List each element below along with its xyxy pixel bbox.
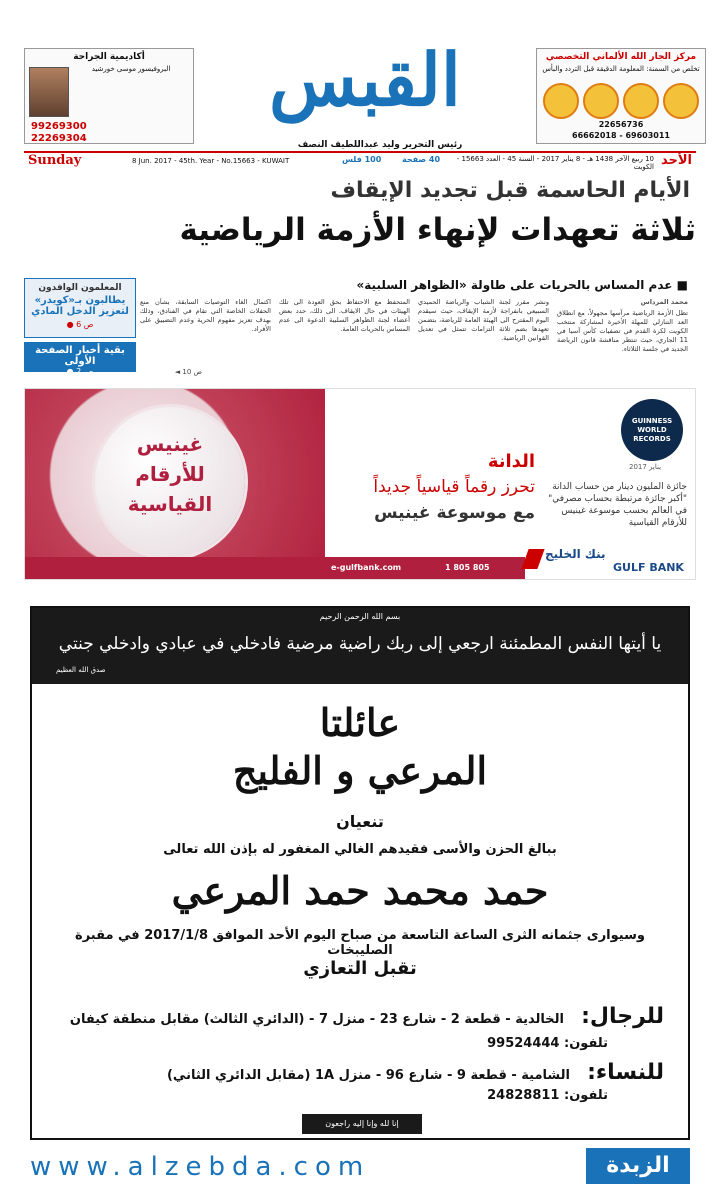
deceased-name: حمد محمد حمد المرعي	[171, 868, 549, 913]
obituary-mourn: تنعيان	[336, 812, 384, 831]
article-column	[557, 298, 688, 382]
gulf-bank-ad[interactable]	[24, 388, 696, 580]
ad-left-phone-1: 99269300	[31, 121, 87, 132]
sadaqa-line: صدق الله العظيم	[56, 666, 106, 674]
logo-text: القبس	[269, 37, 461, 122]
newspaper-logo	[215, 30, 515, 130]
treatment-icon	[543, 83, 579, 119]
more-news-title: بقية أخبار الصفحة الأولى	[35, 345, 125, 367]
ad-left-title: أكاديمية الجراحة	[73, 52, 145, 62]
more-news-box[interactable]	[24, 342, 136, 376]
dateline-bar	[24, 151, 696, 171]
teachers-box-body: يطالبون بـ«كويدر» لتعزيز الدخل المادي	[31, 295, 129, 317]
women-address: الشامية - قطعة 9 - شارع 96 - منزل 1A (مقابل الدائري الثاني)	[166, 1068, 570, 1083]
men-label: للرجال:	[581, 1004, 664, 1029]
day-english: Sunday	[28, 153, 82, 168]
masthead	[0, 0, 720, 170]
ad-right-title: مركز الجار الله الألماني التخصصي	[545, 52, 697, 62]
article-subhead: ■ عدم المساس بالحريات على طاولة «الظواهر السلبية»	[356, 278, 688, 292]
obituary-notice[interactable]	[30, 606, 690, 1140]
treatment-icon	[663, 83, 699, 119]
obituary-header	[32, 608, 688, 684]
women-label: للنساء:	[587, 1060, 664, 1085]
ad-right-phone-1: 22656736	[598, 120, 644, 129]
men-address: الخالدية - قطعة 2 - شارع 23 - منزل 7 - (الدائري الثالث) مقابل منطقة كيفان	[69, 1012, 564, 1027]
teachers-news-box[interactable]	[24, 278, 136, 338]
teachers-box-title: المعلمون الوافدون	[38, 283, 122, 293]
pearls-background	[25, 389, 325, 580]
obituary-family-names: المرعي و الفليج	[232, 748, 488, 793]
continued-page-ref[interactable]: ص 10 ◄	[174, 368, 202, 376]
condolences-heading: تقبل التعازي	[303, 958, 417, 979]
zebda-logo[interactable]: الزبدة	[586, 1148, 690, 1184]
funeral-details: وسيوارى جثمانه الثرى الساعة التاسعة من صباح اليوم الأحد الموافق 2017/1/8 في مقبرة الصليبخات	[75, 928, 645, 958]
bank-ad-description: جائزة المليون دينار من حساب الدانة "أكبر جائزة مرتبطة بحساب مصرفي" في العالم بحسب موسوعة غينيس للأرقام القياسية	[548, 482, 687, 528]
gulf-bank-logo-icon	[521, 549, 544, 569]
women-condolences-row	[56, 1060, 664, 1085]
bank-phone: 1 805 805	[445, 563, 490, 572]
bank-ad-footer	[25, 557, 525, 580]
basmala: بسم الله الرحمن الرحيم	[319, 612, 401, 621]
editor-line: رئيس التحرير وليد عبداللطيف النصف	[297, 140, 463, 150]
bank-name-english: GULF BANK	[613, 561, 684, 574]
issue-price: 100 فلس	[342, 155, 382, 164]
daneh-brand: الدانة	[487, 451, 535, 472]
ad-right-icons	[543, 83, 699, 121]
article-columns	[140, 298, 688, 382]
article-column: المتحفظ مع الاحتفاظ بحق العودة الى تلك الهيئات في حال الايقاف. الى ذلك، حدد بعض أعضاء لجنة الظواهر السلبية الدعوة الى عدم المساس بالحريات العامة.	[279, 298, 410, 333]
teachers-box-page-ref: ص 6 ●	[66, 320, 94, 329]
ad-right-subtitle: تخلص من السمنة: المعلومة الدقيقة قبل التردد والبأس	[542, 65, 700, 73]
weight-loss-clinic-ad[interactable]	[536, 48, 706, 144]
article-column-text: تظل الأزمة الرياضية مرآسها مجهولاً، مع انطلاق العد التنازلي للمهلة الأخيرة لمشاركة منتخب الكويت لكرة القدم في تصفيات كأس آسيا في 11 الجاري، حيث تنتظر مناقشة قانون الرياضة الجديد في جلسة الثلاثاء.	[557, 309, 688, 353]
day-arabic: الأحد	[660, 153, 692, 168]
treatment-icon	[623, 83, 659, 119]
ad-left-phone-2: 22269304	[31, 133, 87, 144]
bank-ad-line-1: تحرز رقماً قياسياً جديداً	[373, 477, 535, 497]
treatment-icon	[583, 83, 619, 119]
guinness-badge-icon: GUINNESS WORLD RECORDS	[621, 399, 683, 461]
bank-ad-line-2: مع موسوعة غينيس	[374, 503, 535, 523]
ad-right-phone-2: 66662018 - 69603011	[572, 131, 670, 140]
headline-kicker[interactable]: الأيام الحاسمة قبل تجديد الإيقاف	[330, 178, 690, 203]
page-count: 40 صفحة	[402, 155, 441, 164]
guinness-records-title: غينيس للأرقام القياسية	[127, 432, 213, 516]
ad-left-subtitle: البروفيسور موسى خورشيد	[91, 65, 171, 73]
date-arabic: 10 ربيع الآخر 1438 هـ - 8 يناير 2017 - السنة 45 - العدد 15663 - الكويت	[456, 155, 654, 171]
guinness-date: يناير 2017	[629, 463, 662, 471]
article-column: اكتمال الغاء التوصيات السابقة، بشأن منع الحفلات الخاصة التي تقام في الفنادق، وذلك بهدف تعزيز مفهوم الحرية وعدم التضييق على الأفراد.	[140, 298, 271, 333]
site-url-link[interactable]: www.alzebda.com	[30, 1152, 371, 1182]
men-telephone: تلفون: 99524444	[487, 1036, 608, 1051]
bank-url[interactable]: e-gulfbank.com	[331, 563, 402, 572]
men-condolences-row	[56, 1004, 664, 1029]
article-column: ونشر مقرر لجنة الشباب والرياضة الحميدي السبيعي بانفراجة لأزمة الإيقاف، حيث سيقدم اليوم المقترح الى الهيئة العامة للرياضة، بتضمن تعهدها بضم ثلاثة التزامات تتمثل في تعديل القوانين الرياضية.	[418, 298, 549, 342]
more-news-page-ref: ص 2 ●	[66, 367, 94, 376]
obituary-sorrow: ببالغ الحزن والأسى فقيدهم الغالي المغفور له بإذن الله تعالى	[163, 842, 557, 857]
women-telephone: تلفون: 24828811	[487, 1088, 608, 1103]
surgery-academy-ad[interactable]	[24, 48, 194, 144]
article-byline: محمد المرداس	[640, 298, 688, 306]
bank-name-arabic: بنك الخليج	[545, 547, 606, 561]
quran-verse: يا أيتها النفس المطمئنة ارجعي إلى ربك راضية مرضية فادخلي في عبادي وادخلي جنتي	[58, 634, 662, 654]
obituary-families-label: عائلتا	[319, 700, 401, 745]
main-headline[interactable]: ثلاثة تعهدات لإنهاء الأزمة الرياضية	[179, 212, 696, 248]
doctor-photo	[29, 67, 69, 117]
date-english: 8 Jun. 2017 - 45th. Year - No.15663 - KUWAIT	[132, 157, 290, 165]
obituary-footer-verse: إنا لله وإنا إليه راجعون	[302, 1114, 422, 1134]
